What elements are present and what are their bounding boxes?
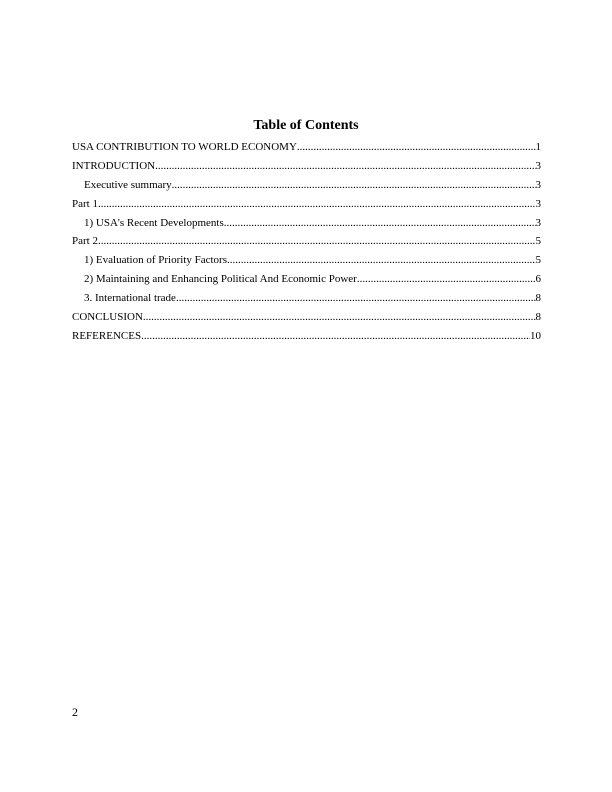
table-of-contents (72, 140, 541, 348)
toc-entry-page: 10 (530, 329, 541, 342)
toc-dot-leader (155, 159, 535, 173)
toc-entry-page: 3 (535, 216, 541, 229)
toc-dot-leader (227, 253, 536, 267)
toc-entry-page: 3 (535, 178, 541, 191)
toc-entry-text: 1) Evaluation of Priority Factors (84, 254, 227, 267)
toc-entry-page: 8 (535, 311, 541, 324)
toc-entry-executive-summary[interactable] (72, 178, 541, 197)
toc-entry-text: REFERENCES (72, 329, 142, 342)
toc-dot-leader (297, 140, 536, 154)
toc-entry-page: 3 (535, 159, 541, 172)
page-number: 2 (72, 705, 78, 719)
toc-entry-priority-factors[interactable] (72, 253, 541, 272)
toc-entry-recent-developments[interactable] (72, 216, 541, 235)
toc-entry-part-2[interactable] (72, 234, 541, 253)
toc-entry-text: INTRODUCTION (72, 159, 156, 172)
toc-entry-political-economic-power[interactable] (72, 272, 541, 291)
toc-entry-text: 3. International trade (84, 292, 176, 305)
toc-dot-leader (143, 310, 536, 324)
toc-entry-text: 2) Maintaining and Enhancing Political And Economic Power (84, 273, 357, 286)
toc-entry-page: 6 (535, 273, 541, 286)
toc-dot-leader (98, 197, 536, 211)
toc-dot-leader (98, 234, 536, 248)
toc-entry-text: 1) USA's Recent Developments (84, 216, 224, 229)
toc-entry-text: Part 2 (72, 235, 98, 248)
toc-title: Table of Contents (253, 118, 359, 133)
toc-entry-international-trade[interactable] (72, 291, 541, 310)
toc-dot-leader (357, 272, 536, 286)
toc-dot-leader (141, 329, 530, 343)
toc-entry-page: 5 (535, 235, 541, 248)
toc-entry-usa-contribution[interactable] (72, 140, 541, 159)
toc-dot-leader (224, 216, 536, 230)
toc-dot-leader (176, 291, 536, 305)
toc-entry-part-1[interactable] (72, 197, 541, 216)
toc-entry-page: 8 (535, 292, 541, 305)
toc-entry-text: USA CONTRIBUTION TO WORLD ECONOMY (72, 141, 297, 153)
toc-entry-introduction[interactable] (72, 159, 541, 178)
toc-entry-conclusion[interactable] (72, 310, 541, 329)
toc-entry-text: CONCLUSION (72, 311, 143, 324)
toc-entry-references[interactable] (72, 329, 541, 348)
toc-entry-page: 1 (535, 141, 541, 153)
toc-entry-page: 3 (535, 197, 541, 210)
toc-entry-text: Executive summary (84, 178, 172, 191)
toc-entry-text: Part 1 (72, 197, 98, 210)
toc-dot-leader (172, 178, 536, 192)
toc-entry-page: 5 (535, 254, 541, 267)
